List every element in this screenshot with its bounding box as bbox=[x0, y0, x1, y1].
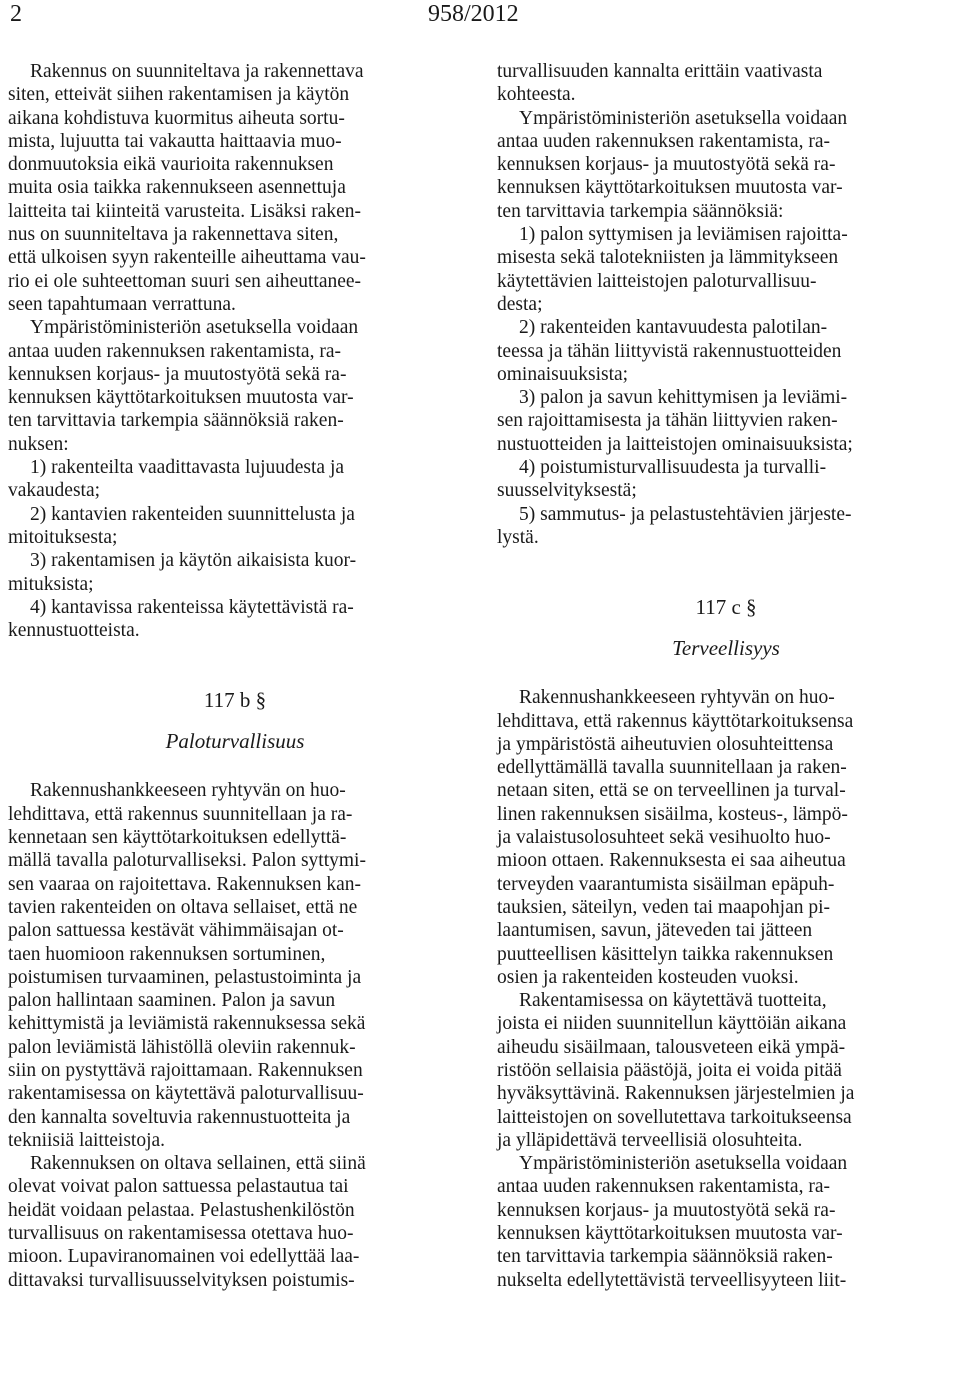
section-title: Terveellisyys bbox=[672, 636, 780, 661]
list-item: 1) rakenteilta vaadittavasta lujuudesta ja vakaudesta; bbox=[8, 457, 345, 502]
paragraph-continuation: turvallisuuden kannalta erittäin vaativasta kohteesta. bbox=[497, 61, 823, 106]
list-item: 3) palon ja savun kehittymisen ja leviämi- sen rajoittamisesta ja tähän liittyvien raken- nustuotteiden ja laitteistojen ominaisuuksista; bbox=[497, 387, 853, 455]
paragraph: Rakennushankkeeseen ryhtyvän on huo- lehdittava, että rakennus suunnitellaan ja ra- kennetaan sen käyttötarkoituksen edellyttä- mällä tavalla paloturvalliseksi. Palon syttymi- sen vaaraa on rajoitettava. Rakennuksen kan- tavien rakenteiden on oltava sellaiset, että ne palon sattuessa kestävät vähimmäisajan ot- taen huomioon rakennuksen sortuminen, poistumisen turvaaminen, pelastustoiminta ja palon hallintaan saaminen. Palon ja savun kehittymistä ja leviämistä rakennuksessa sekä palon leviämistä lähistöllä oleviin rakennuk- siin on pystyttävä rajoittamaan. Rakennuksen rakentamisessa on käytettävä paloturvallisuu- den kannalta soveltuvia rakennustuotteita ja tekniisiä laitteistoja. bbox=[8, 780, 366, 1151]
section-title: Paloturvallisuus bbox=[165, 729, 305, 754]
list-item: 5) sammutus- ja pelastustehtävien järjeste- lystä. bbox=[497, 503, 852, 548]
list-item: 3) rakentamisen ja käytön aikaisista kuor- mituksista; bbox=[8, 550, 357, 595]
list-item: 4) poistumisturvallisuudesta ja turvalli- suusselvityksestä; bbox=[497, 457, 827, 502]
section-number: 117 c § bbox=[695, 595, 757, 620]
paragraph: Rakennuksen on oltava sellainen, että siinä olevat voivat palon sattuessa pelastautua tai heidät voidaan pelastaa. Pelastushenkilöstön turvallisuus on rakentamisessa otettava huo- mioon. Lupaviranomainen voi edellyttää laa- dittavaksi turvallisuusselvityksen poistumis- bbox=[8, 1153, 366, 1291]
right-column bbox=[497, 60, 955, 1292]
paragraph: Ympäristöministeriön asetuksella voidaan antaa uuden rakennuksen rakentamista, ra- kennuksen korjaus- ja muutostyötä sekä ra- kennuksen käyttötarkoituksen muutosta var- ten tarvittavia tarkempia säännöksiä raken- nuksen: bbox=[8, 317, 359, 455]
document-number: 958/2012 bbox=[428, 1, 519, 27]
list-item: 4) kantavissa rakenteissa käytettävistä ra- kennustuotteista. bbox=[8, 596, 354, 642]
list-item: 1) palon syttymisen ja leviämisen rajoitta- misesta sekä talotekniisten ja lämmitykseen käytettävien laitteistojen paloturvallisuu- desta; bbox=[497, 224, 848, 315]
paragraph: Rakennus on suunniteltava ja rakennettava siten, etteivät siihen rakentamisen ja käytön aikana kohdistuva kuormitus aiheuta sortu- mista, lujuutta tai vakautta haittaavia muo- donmuutoksia eikä vaurioita rakennuksen muita osia taikka rakennukseen asennettuja laitteita tai kiinteitä varusteita. Lisäksi raken- nus on suunniteltava ja rakennettava siten, että ulkoisen syyn rakenteille aiheuttama vau- rio ei ole suhteettoman suuri sen aiheuttanee- seen tapahtumaan verrattuna. bbox=[8, 61, 366, 315]
list-item: 2) rakenteiden kantavuudesta palotilan- teessa ja tähän liittyvistä rakennustuotteiden ominaisuuksista; bbox=[497, 317, 842, 385]
left-column bbox=[8, 60, 462, 1292]
paragraph: Ympäristöministeriön asetuksella voidaan antaa uuden rakennuksen rakentamista, ra- kennuksen korjaus- ja muutostyötä sekä ra- kennuksen käyttötarkoituksen muutosta var- ten tarvittavia tarkempia säännöksiä raken- nukselta edellytettävistä terveellisyyteen liit- bbox=[497, 1153, 848, 1291]
paragraph: Ympäristöministeriön asetuksella voidaan antaa uuden rakennuksen rakentamista, ra- kennuksen korjaus- ja muutostyötä sekä ra- kennuksen käyttötarkoituksen muutosta var- ten tarvittavia tarkempia säännöksiä: bbox=[497, 107, 848, 222]
paragraph: Rakentamisessa on käytettävä tuotteita, joista ei niiden suunnitellun käyttöiän aikana aiheudu sisäilmaan, talousveteen eikä ympä- ristöön sellaisia päästöjä, joita ei voida pitää hyväksyttävinä. Rakennuksen järjestelmien ja laitteistojen on sovellutettava tarkoitukseensa ja ylläpidettävä terveellisiä olosuhteita. bbox=[497, 990, 855, 1151]
paragraph: Rakennushankkeeseen ryhtyvän on huo- lehdittava, että rakennus käyttötarkoituksensa ja ympäristöstä aiheutuvien olosuhteittensa edellyttämällä tavalla suunnitellaan ja raken- netaan siten, että se on terveellinen ja turval- linen rakennuksen sisäilma, kosteus-, lämpö- ja valaistusolosuhteet sekä vesihuolto huo- mioon ottaen. Rakennuksesta ei saa aiheutua terveyden vaarantumista sisäilman epäpuh- tauksien, säteilyn, veden tai maapohjan pi- laantumisen, savun, jäteveden tai jätteen puutteellisen käsittelyn taikka rakennuksen osien ja rakenteiden kosteuden vuoksi. bbox=[497, 687, 854, 988]
list-item: 2) kantavien rakenteiden suunnittelusta ja mitoituksesta; bbox=[8, 503, 355, 548]
page-number: 2 bbox=[10, 1, 22, 27]
section-number: 117 b § bbox=[203, 688, 267, 713]
